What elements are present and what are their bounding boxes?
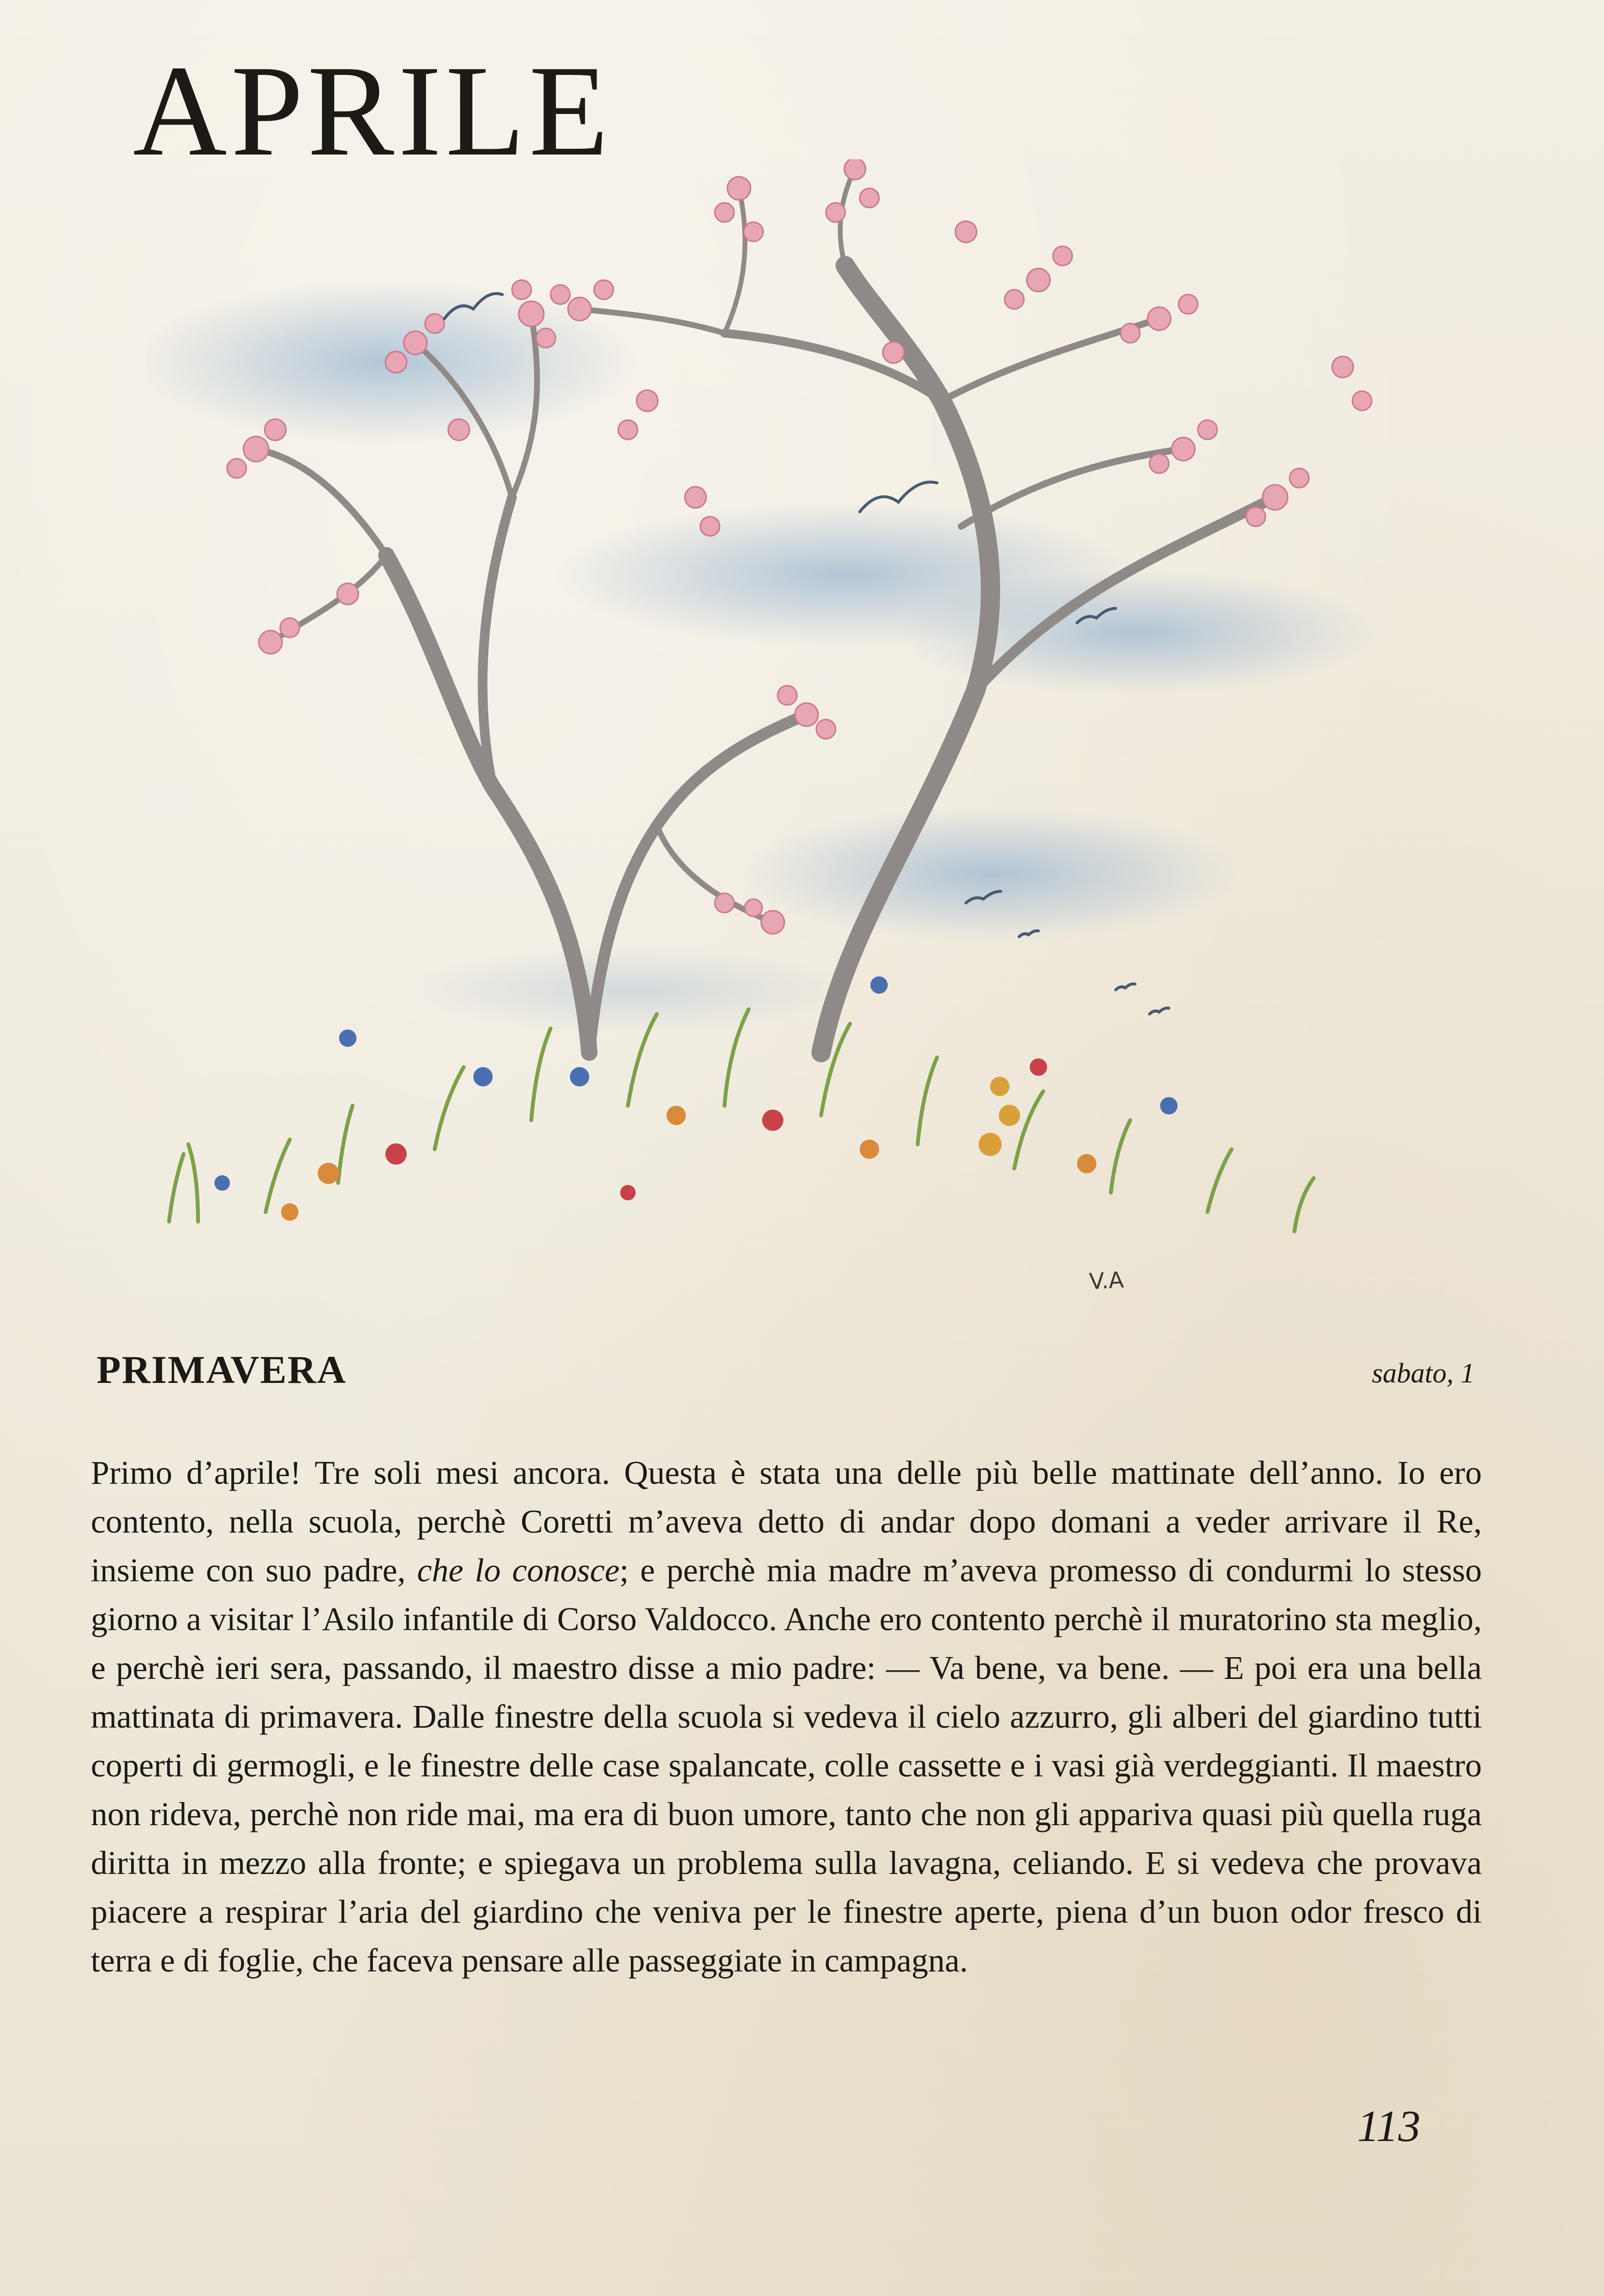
illustrator-signature: V.A: [1088, 1267, 1125, 1295]
month-title: APRILE: [133, 39, 612, 183]
page-number: 113: [1357, 2101, 1420, 2151]
entry-date-day: sabato: [1372, 1357, 1447, 1389]
cloud-wash: [406, 946, 850, 1033]
body-text-italic: che lo conosce: [417, 1552, 620, 1589]
section-title: PRIMAVERA: [97, 1348, 347, 1392]
spring-tree-illustration: [145, 159, 1401, 1318]
body-text-part2: ; e perchè mia madre m’aveva promesso di condurmi lo stesso giorno a visitar l’Asilo infantile di Corso Valdocco. Anche ero contento perchè il muratorino sta meglio, e perchè ieri sera, passando, il maestro disse a mio padre: — Va bene, va bene. — E poi era una bella mattinata di primavera. Dalle finestre della scuola si vedeva il cielo azzurro, gli alberi del giardino tutti coperti di germogli, e le finestre delle case spalancate, colle cassette e i vasi già verdeggianti. Il maestro non rideva, perchè non ride mai, ma era di buon umore, tanto che non gli appariva quasi più quella ruga diritta in mezzo alla fronte; e spiegava un problema sulla lavagna, celiando. E si vedeva che provava piacere a respirar l’aria del giardino che veniva per le finestre aperte, piena d’un buon odor fresco di terra e di foglie, che faceva pensare alle passeggiate in campagna.: [91, 1552, 1482, 1979]
cloud-wash: [894, 570, 1377, 695]
entry-date-number: 1: [1461, 1357, 1475, 1389]
body-paragraph: [91, 1449, 1482, 1985]
body-text-part1: Primo d’aprile! Tre soli mesi ancora. Questa è stata una delle più belle mattinate dell’anno. Io ero contento, nella scuola, perchè Coretti m’aveva detto di andar dopo domani a veder arrivare il Re, insieme con suo padre,: [91, 1454, 1482, 1589]
entry-date: sabato, 1: [1372, 1357, 1475, 1389]
cloud-wash: [739, 806, 1241, 942]
